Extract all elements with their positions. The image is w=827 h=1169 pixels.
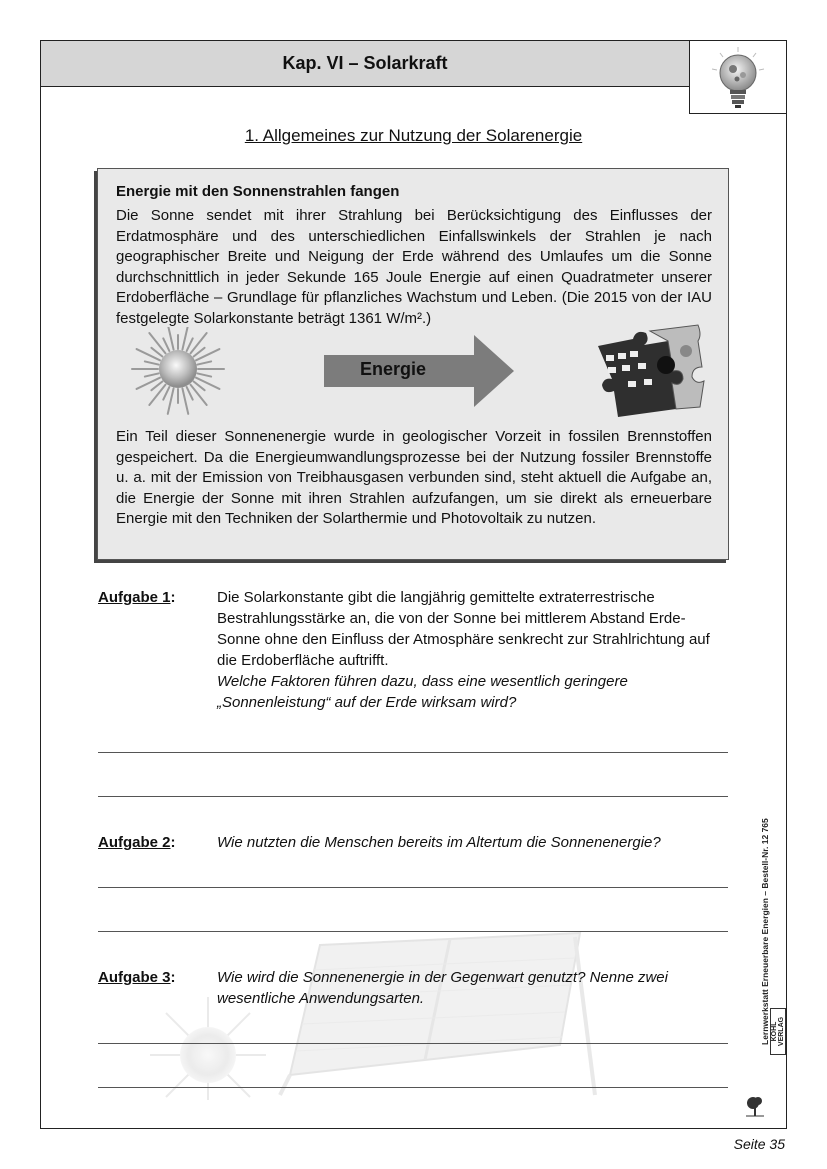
info-paragraph-2: Ein Teil dieser Sonnenenergie wurde in geologischer Vorzeit in fossilen Brennstoffen gespeichert. Da die Energieumwandlungsprozesse bei der Nutzung fossiler Brennstoffe u. a. mit der Emission von Treibhausgasen verbunden sind, steht aktuell die Aufgabe an, die Energie der Sonne mit ihren Strahlen aufzufangen, um sie direkt als erneuerbare Energie mit den Techniken der Solarthermie und Photovoltaik zu nutzen. xyxy=(116,428,712,528)
publisher-logo: KOHL VERLAG xyxy=(770,1008,786,1055)
answer-line[interactable] xyxy=(98,931,728,932)
page-number: Seite 35 xyxy=(733,1136,785,1152)
chapter-title: Kap. VI – Solarkraft xyxy=(282,53,448,73)
info-box xyxy=(97,168,729,560)
chapter-header xyxy=(40,40,690,87)
task-2-text xyxy=(217,832,717,853)
answer-line[interactable] xyxy=(98,1087,728,1088)
sun-illustration xyxy=(130,327,230,417)
puzzle-illustration xyxy=(588,321,708,421)
answer-line[interactable] xyxy=(98,796,728,797)
lightbulb-icon xyxy=(690,41,786,113)
task-3-text xyxy=(217,967,717,1009)
task-1-question: Welche Faktoren führen dazu, dass eine wesentlich geringere „Sonnenleistung“ auf der Erde wirksam wird? xyxy=(217,673,628,711)
section-title: 1. Allgemeines zur Nutzung der Solarenergie xyxy=(244,126,583,145)
task-1-description: Die Solarkonstante gibt die langjährig gemittelte extraterrestrische Bestrahlungsstärke an, die von der Sonne bei mittlerem Abstand Erde-Sonne ohne den Einfluss der Atmosphäre senkrecht zur Strahlrichtung auf die Erdoberfläche auftrifft. xyxy=(217,589,710,669)
task-1-label: Aufgabe 1: xyxy=(98,589,176,606)
answer-line[interactable] xyxy=(98,1043,728,1044)
info-box-heading: Energie mit den Sonnenstrahlen fangen xyxy=(116,183,400,200)
info-paragraph-1: Die Sonne sendet mit ihrer Strahlung bei Berücksichtigung des Einflusses der Erdatmosphäre und des unterschiedlichen Einfallswinkels der Strahlen je nach geographischer Breite und Neigung der Erde während des Umlaufes um die Sonne durchschnittlich in jeder Sekunde 165 Joule Energie auf einen Quadratmeter unserer Erdoberfläche – Grundlage für pflanzliches Wachstum und Leben. (Die 2015 von der IAU festgelegte Solarkonstante beträgt 1361 W/m².) xyxy=(116,207,712,327)
task-2-label: Aufgabe 2: xyxy=(98,834,176,851)
answer-line[interactable] xyxy=(98,752,728,753)
tree-icon xyxy=(744,1094,766,1118)
task-2-question: Wie nutzten die Menschen bereits im Altertum die Sonnenenergie? xyxy=(217,834,661,851)
energy-arrow-label: Energie xyxy=(360,359,427,379)
task-3-label: Aufgabe 3: xyxy=(98,969,176,986)
lightbulb-logo-box xyxy=(689,40,787,114)
task-1-text xyxy=(217,587,717,713)
answer-line[interactable] xyxy=(98,887,728,888)
task-3-question: Wie wird die Sonnenenergie in der Gegenwart genutzt? Nenne zwei wesentliche Anwendungsarten. xyxy=(217,969,668,1007)
series-order-text: Lernwerkstatt Erneuerbare Energien – Bestell-Nr. 12 765 xyxy=(760,818,770,1045)
